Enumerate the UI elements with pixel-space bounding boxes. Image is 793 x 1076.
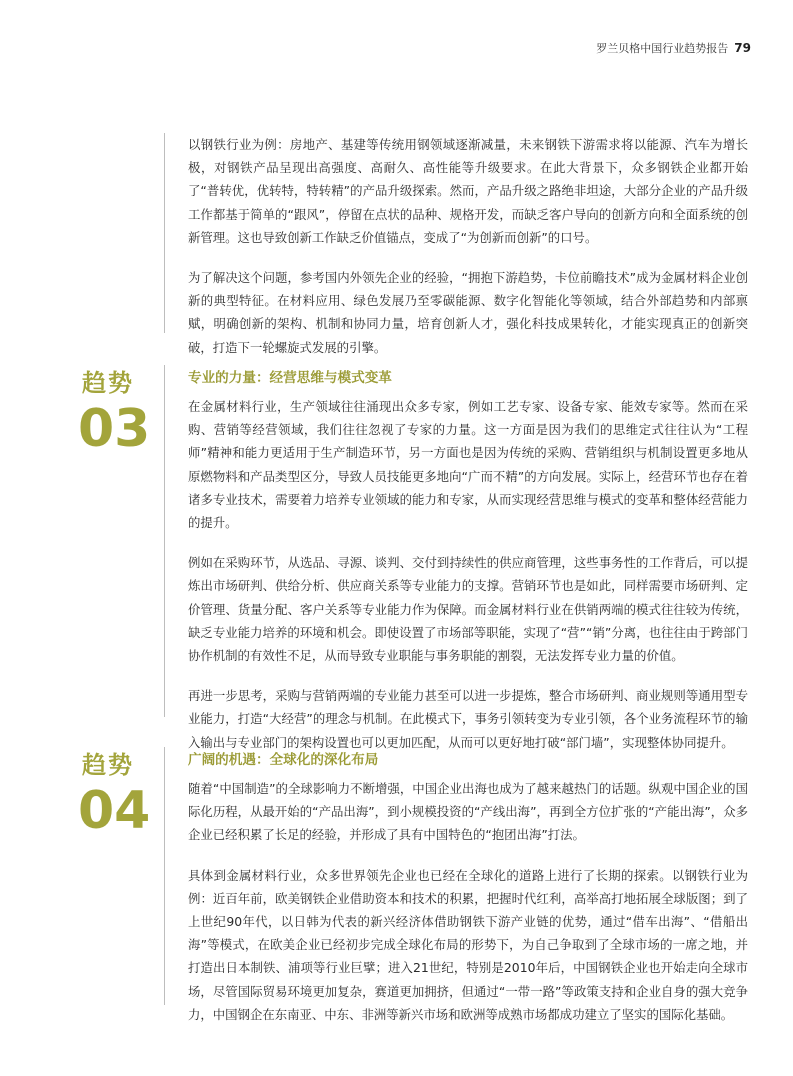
- trend-04-section: [188, 750, 748, 1026]
- trend-04-paragraph-1: 随着“中国制造”的全球影响力不断增强，中国企业出海也成为了越来越热门的话题。纵观中国企业的国际化历程，从最开始的“产品出海”，到小规模投资的“产线出海”，再到全方位扩张的“产能出海”，众多企业已经积累了长足的经验，并形成了具有中国特色的“抱团出海”打法。: [188, 781, 748, 843]
- trend-04-title: 广阔的机遇：全球化的深化布局: [188, 752, 379, 768]
- section-divider-intro: [164, 133, 165, 333]
- trend-04-word: 趋势: [82, 751, 134, 779]
- trend-04-paragraph-2: 具体到金属材料行业，众多世界领先企业也已经在全球化的道路上进行了长期的探索。以钢铁行业为例：近百年前，欧美钢铁企业借助资本和技术的积累，把握时代红利，高举高打地拓展全球版图；到了上世纪90年代，以日韩为代表的新兴经济体借助钢铁下游产业链的优势，通过“借车出海”、“借船出海”等模式，在欧美企业已经初步完成全球化布局的形势下，为自己争取到了全球市场的一席之地，并打造出日本制铁、浦项等行业巨擘；进入21世纪，特别是2010年后，中国钢铁企业也开始走向全球市场，尽管国际贸易环境更加复杂，赛道更加拥挤，但通过“一带一路”等政策支持和企业自身的强大竞争力，中国钢企在东南亚、中东、非洲等新兴市场和欧洲等成熟市场都成功建立了坚实的国际化基础。: [188, 867, 748, 1022]
- trend-03-section: [188, 368, 748, 754]
- trend-03-paragraph-1: 在金属材料行业，生产领域往往涌现出众多专家，例如工艺专家、设备专家、能效专家等。然而在采购、营销等经营领域，我们往往忽视了专家的力量。这一方面是因为我们的思维定式往往认为“工程师”精神和能力更适用于生产制造环节，另一方面也是因为传统的采购、营销组织与机制设置更多地从原燃物料和产品类型区分，导致人员技能更多地向“广而不精”的方向发展。实际上，经营环节也存在着诸多专业技术，需要着力培养专业领域的能力和专家，从而实现经营思维与模式的变革和整体经营能力的提升。: [188, 399, 748, 531]
- intro-paragraph-1: 以钢铁行业为例：房地产、基建等传统用钢领域逐渐减量，未来钢铁下游需求将以能源、汽车为增长极，对钢铁产品呈现出高强度、高耐久、高性能等升级要求。在此大背景下，众多钢铁企业都开始了“普转优，优转特，特转精”的产品升级探索。然而，产品升级之路绝非坦途，大部分企业的产品升级工作都基于简单的“跟风”，停留在点状的品种、规格开发，而缺乏客户导向的创新方向和全面系统的创新管理。这也导致创新工作缺乏价值锚点，变成了“为创新而创新”的口号。: [188, 137, 748, 245]
- trend-03-paragraph-2: 例如在采购环节，从选品、寻源、谈判、交付到持续性的供应商管理，这些事务性的工作背后，可以提炼出市场研判、供给分析、供应商关系等专业能力的支撑。营销环节也是如此，同样需要市场研判、定价管理、货量分配、客户关系等专业能力作为保障。而金属材料行业在供销两端的模式往往较为传统，缺乏专业能力培养的环境和机会。即使设置了市场部等职能，实现了“营”“销”分离，也往往由于跨部门协作机制的有效性不足，从而导致专业职能与事务职能的割裂，无法发挥专业力量的价值。: [188, 555, 748, 664]
- trend-04-marker: [78, 751, 156, 839]
- trend-03-marker: [78, 369, 156, 457]
- section-divider-trend-04: [164, 747, 165, 1005]
- page-number: 79: [734, 41, 751, 55]
- page-header: [596, 40, 751, 56]
- report-title: 罗兰贝格中国行业趋势报告: [596, 42, 729, 55]
- trend-03-title: 专业的力量：经营思维与模式变革: [188, 370, 392, 386]
- intro-section: [188, 133, 748, 359]
- trend-03-number: 03: [78, 399, 151, 459]
- trend-04-number: 04: [78, 781, 151, 841]
- trend-03-paragraph-3: 再进一步思考，采购与营销两端的专业能力甚至可以进一步提炼，整合市场研判、商业规则等通用型专业能力，打造“大经营”的理念与机制。在此模式下，事务引领转变为专业引领，各个业务流程环节的输入输出与专业部门的架构设置也可以更加匹配，从而可以更好地打破“部门墙”，实现整体协同提升。: [188, 688, 748, 750]
- intro-paragraph-2: 为了解决这个问题，参考国内外领先企业的经验，“拥抱下游趋势，卡位前瞻技术”成为金属材料企业创新的典型特征。在材料应用、绿色发展乃至零碳能源、数字化智能化等领域，结合外部趋势和内部禀赋，明确创新的架构、机制和协同力量，培育创新人才，强化科技成果转化，才能实现真正的创新突破，打造下一轮螺旋式发展的引擎。: [188, 270, 748, 355]
- section-divider-trend-03: [164, 365, 165, 717]
- trend-03-word: 趋势: [82, 369, 134, 397]
